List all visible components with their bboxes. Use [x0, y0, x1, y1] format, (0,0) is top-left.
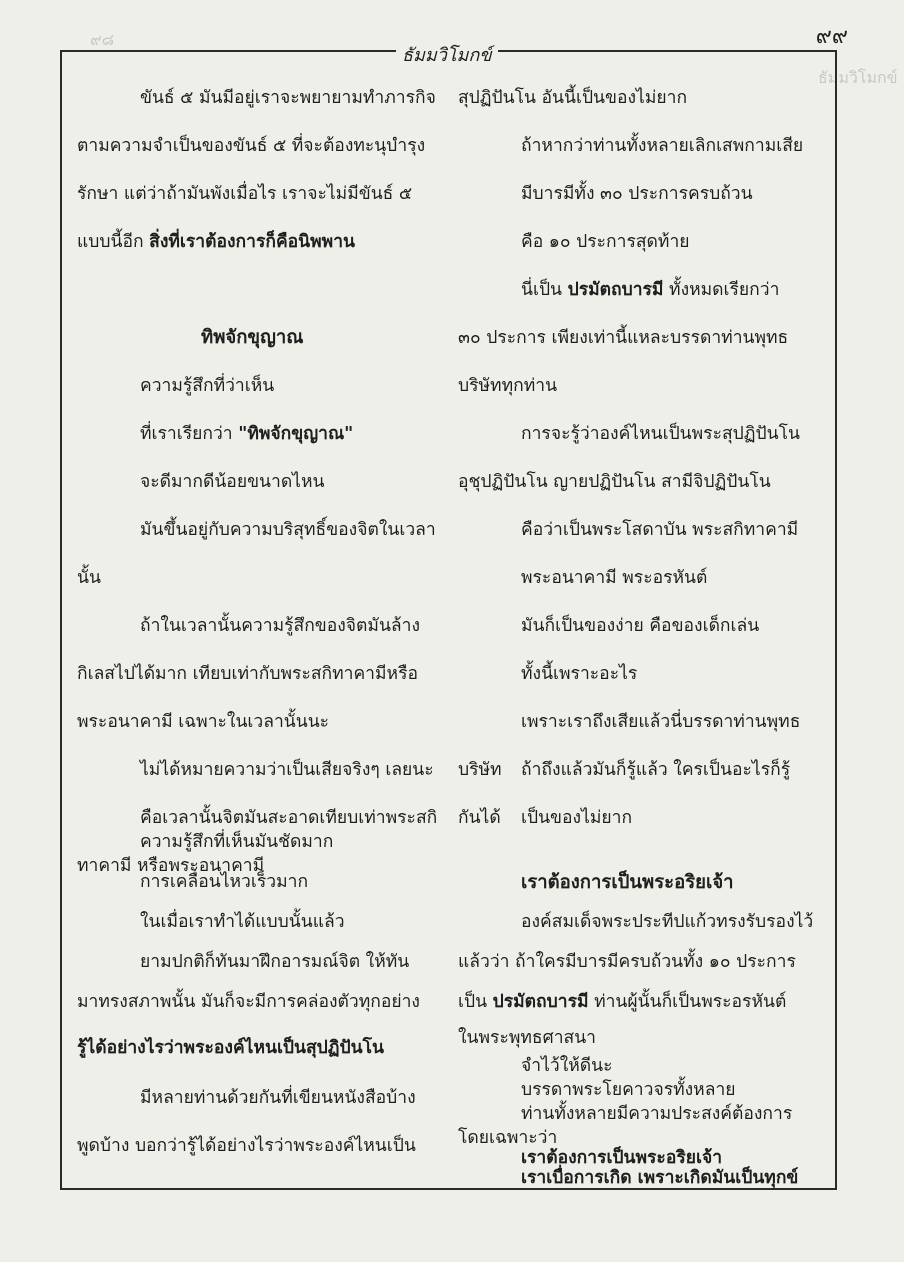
left-text-line: ถ้าในเวลานั้นความรู้สึกของจิตมันล้าง: [140, 616, 421, 636]
right-text-line: ถ้าหากว่าท่านทั้งหลายเลิกเสพกามเสีย: [521, 136, 804, 156]
left-text-line: พระอนาคามี เฉพาะในเวลานั้นนะ: [77, 712, 330, 732]
right-text-line: เป็น ปรมัตถบารมี ท่านผู้นั้นก็เป็นพระอรหันต์: [458, 992, 787, 1012]
left-text-line: ตามความจำเป็นของขันธ์ ๕ ที่จะต้องทะนุบำรุง: [77, 136, 426, 156]
left-text-line: ยามปกติก็ทันมาฝึกอารมณ์จิต ให้ทัน: [140, 952, 410, 972]
left-text-line: คือเวลานั้นจิตมันสะอาดเทียบเท่าพระสกิ: [140, 808, 438, 828]
left-text-line: ความรู้สึกที่ว่าเห็น: [140, 376, 275, 396]
section-heading: ทิพจักขุญาณ: [201, 327, 304, 348]
left-text-line: พูดบ้าง บอกว่ารู้ได้อย่างไรว่าพระองค์ไหนเป็น: [77, 1136, 416, 1156]
right-text-line: บริษัททุกท่าน: [458, 376, 558, 396]
bold-phrase: เราต้องการเป็นพระอริยเจ้า: [521, 1148, 723, 1168]
right-text-line: กันได้: [458, 808, 501, 828]
right-text-line: จำไว้ให้ดีนะ: [521, 1056, 613, 1076]
right-text-line: สุปฏิปันโน อันนี้เป็นของไม่ยาก: [458, 88, 688, 108]
right-text-line: เพราะเราถึงเสียแล้วนี่บรรดาท่านพุทธ: [521, 712, 801, 732]
left-text-line: รักษา แต่ว่าถ้ามันพังเมื่อไร เราจะไม่มีขันธ์ ๕: [77, 184, 413, 204]
bold-phrase: สิ่งที่เราต้องการก็คือนิพพาน: [149, 232, 355, 252]
right-text-line: ถ้าถึงแล้วมันก็รู้แล้ว ใครเป็นอะไรก็รู้: [521, 760, 791, 780]
left-text-line: ไม่ได้หมายความว่าเป็นเสียจริงๆ เลยนะ: [140, 760, 434, 780]
right-text-line: บรรดาพระโยคาวจรทั้งหลาย: [521, 1080, 736, 1100]
right-text-line: การจะรู้ว่าองค์ไหนเป็นพระสุปฏิปันโน: [521, 424, 800, 444]
right-text-line: คือว่าเป็นพระโสดาบัน พระสกิทาคามี: [521, 520, 799, 540]
left-text-line: การเคลื่อนไหวเร็วมาก: [140, 872, 309, 892]
right-text-line: นี่เป็น ปรมัตถบารมี ทั้งหมดเรียกว่า: [521, 280, 780, 300]
right-text-line: เป็นของไม่ยาก: [521, 808, 633, 828]
bleed-page-number: ๙๘: [90, 30, 115, 49]
section-heading: รู้ได้อย่างไรว่าพระองค์ไหนเป็นสุปฏิปันโน: [77, 1038, 384, 1058]
left-text-line: กิเลสไปได้มาก เทียบเท่ากับพระสกิทาคามีหรือ: [77, 664, 418, 684]
left-text-line: มันขึ้นอยู่กับความบริสุทธิ์ของจิตในเวลา: [140, 520, 436, 540]
right-text-line: อุชุปฏิปันโน ญายปฏิปันโน สามีจิปฏิปันโน: [458, 472, 771, 492]
right-text-line: คือ ๑๐ ประการสุดท้าย: [521, 232, 690, 252]
right-text-line: ในพระพุทธศาสนา: [458, 1028, 597, 1048]
right-text-line: ๓๐ ประการ เพียงเท่านี้แหละบรรดาท่านพุทธ: [458, 328, 789, 348]
right-text-line: แล้วว่า ถ้าใครมีบารมีครบถ้วนทั้ง ๑๐ ประการ: [458, 952, 796, 972]
right-text-line: โดยเฉพาะว่า: [458, 1128, 558, 1148]
right-text-line: องค์สมเด็จพระประทีปแก้วทรงรับรองไว้: [521, 912, 814, 932]
bold-phrase: "ทิพจักขุญาณ": [238, 424, 354, 444]
bold-phrase: เราเบื่อการเกิด เพราะเกิดมันเป็นทุกข์: [521, 1168, 799, 1188]
left-text-line: ทาคามี หรือพระอนาคามี: [77, 856, 265, 876]
right-text-line: ท่านทั้งหลายมีความประสงค์ต้องการ: [521, 1104, 793, 1124]
left-text-line: ที่เราเรียกว่า "ทิพจักขุญาณ": [140, 424, 354, 444]
left-text-line: จะดีมากดีน้อยขนาดไหน: [140, 472, 325, 492]
left-text-line: ขันธ์ ๕ มันมีอยู่เราจะพยายามทำภารกิจ: [140, 88, 436, 108]
bold-phrase: ปรมัตถบารมี: [492, 992, 589, 1012]
right-text-line: พระอนาคามี พระอรหันต์: [521, 568, 708, 588]
section-heading: เราต้องการเป็นพระอริยเจ้า: [521, 872, 734, 893]
right-text-line: มันก็เป็นของง่าย คือของเด็กเล่น: [521, 616, 760, 636]
right-text-line: มีบารมีทั้ง ๓๐ ประการครบถ้วน: [521, 184, 753, 204]
right-text-line: ทั้งนี้เพราะอะไร: [521, 664, 638, 684]
bleed-title: ธัมมวิโมกข์: [818, 68, 898, 87]
right-text-line: บริษัท: [458, 760, 502, 780]
running-header-title: ธัมมวิโมกข์: [396, 40, 498, 69]
left-text-line: ในเมื่อเราทำได้แบบนั้นแล้ว: [140, 912, 345, 932]
left-text-line: นั้น: [77, 568, 101, 588]
left-text-line: ความรู้สึกที่เห็นมันชัดมาก: [140, 832, 334, 852]
left-text-line: แบบนี้อีก สิ่งที่เราต้องการก็คือนิพพาน: [77, 232, 355, 252]
page-number: ๙๙: [815, 24, 848, 49]
bold-phrase: ปรมัตถบารมี: [567, 280, 664, 300]
left-text-line: มีหลายท่านด้วยกันที่เขียนหนังสือบ้าง: [140, 1088, 416, 1108]
left-text-line: มาทรงสภาพนั้น มันก็จะมีการคล่องตัวทุกอย่าง: [77, 992, 420, 1012]
